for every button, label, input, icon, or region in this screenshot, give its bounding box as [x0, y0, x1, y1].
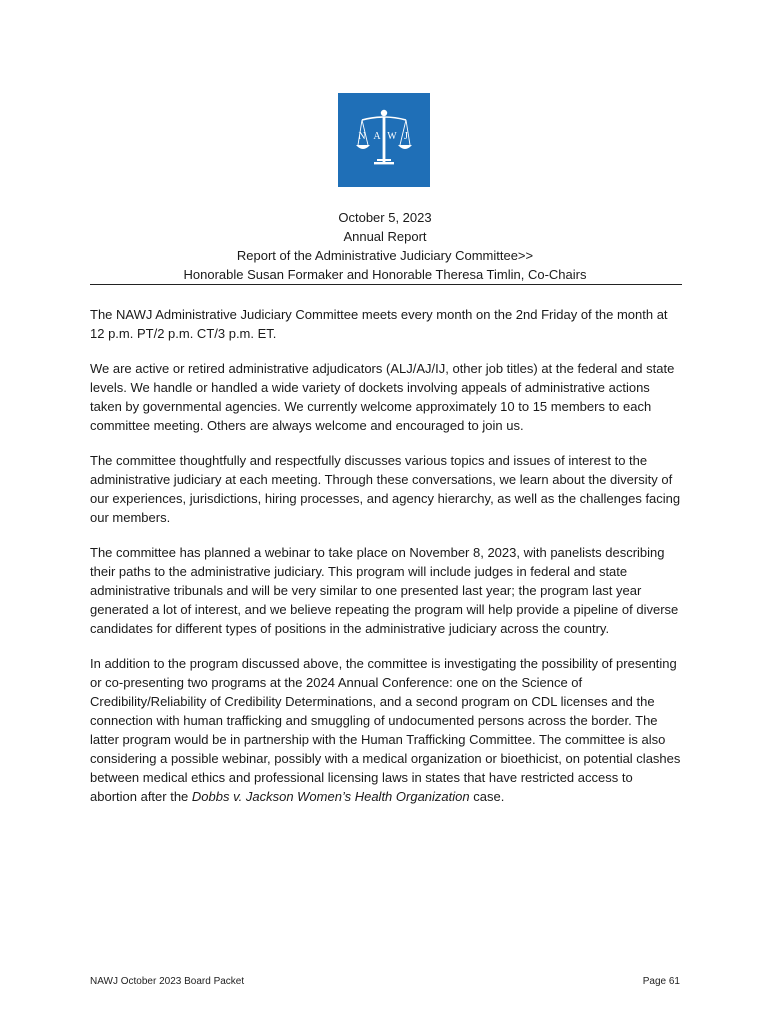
- case-name: Dobbs v. Jackson Women’s Health Organization: [191, 789, 470, 804]
- paragraph-webinar: The committee has planned a webinar to take place on November 8, 2023, with panelists describing their paths to the administrative judiciary. This program will include judges in federal and state administrative tribunals and will be very similar to one presented last year; the program last year generated a lot of interest, and we believe repeating the program will help provide a pipeline of diverse candidates for different types of positions in the administrative judiciary across the country.: [90, 545, 679, 636]
- logo-letter-j: J: [404, 131, 408, 142]
- report-body: [90, 305, 682, 822]
- logo-letter-n: N: [358, 131, 366, 142]
- report-subtitle: Report of the Administrative Judiciary Committee>>: [236, 248, 534, 263]
- logo-letter-a: A: [373, 131, 381, 142]
- report-header: [90, 208, 680, 284]
- paragraph-programs: [90, 654, 682, 806]
- paragraph-membership: We are active or retired administrative adjudicators (ALJ/AJ/IJ, other job titles) at the federal and state levels. We handle or handled a wide variety of dockets involving appeals of administrative actions taken by governmental agencies. We currently welcome approximately 10 to 15 members to each committee meeting. Others are always welcome and encouraged to join us.: [90, 361, 675, 433]
- nawj-logo: [338, 93, 430, 187]
- logo-letter-w: W: [387, 131, 397, 142]
- header-divider: [90, 284, 682, 285]
- footer-packet-label: NAWJ October 2023 Board Packet: [90, 976, 245, 987]
- report-chairs: Honorable Susan Formaker and Honorable Theresa Timlin, Co-Chairs: [183, 267, 587, 282]
- paragraph-meeting-schedule: The NAWJ Administrative Judiciary Committee meets every month on the 2nd Friday of the month at 12 p.m. PT/2 p.m. CT/3 p.m. ET.: [90, 307, 668, 341]
- paragraph-programs-tail: case.: [469, 789, 505, 804]
- report-title: Annual Report: [343, 229, 427, 244]
- scales-of-justice-icon: [338, 93, 430, 187]
- paragraph-programs-text: In addition to the program discussed above, the committee is investigating the possibility of presenting or co-presenting two programs at the 2024 Annual Conference: one on the Science of Credibility/Reliability of Credibility Determinations, and a second program on CDL licenses and the connection with human trafficking and smuggling of undocumented persons across the border. The latter program would be in partnership with the Human Trafficking Committee. The committee is also considering a possible webinar, possibly with a medical organization or bioethicist, on potential clashes between medical ethics and professional licensing laws in states that have restricted access to abortion after the: [90, 656, 681, 804]
- report-date: October 5, 2023: [338, 210, 432, 225]
- paragraph-discussions: The committee thoughtfully and respectfully discusses various topics and issues of interest to the administrative judiciary at each meeting. Through these conversations, we learn about the diversity of our experiences, jurisdictions, hiring processes, and agency hierarchy, as well as the challenges facing our members.: [90, 453, 681, 525]
- footer-page-number: Page 61: [642, 976, 680, 987]
